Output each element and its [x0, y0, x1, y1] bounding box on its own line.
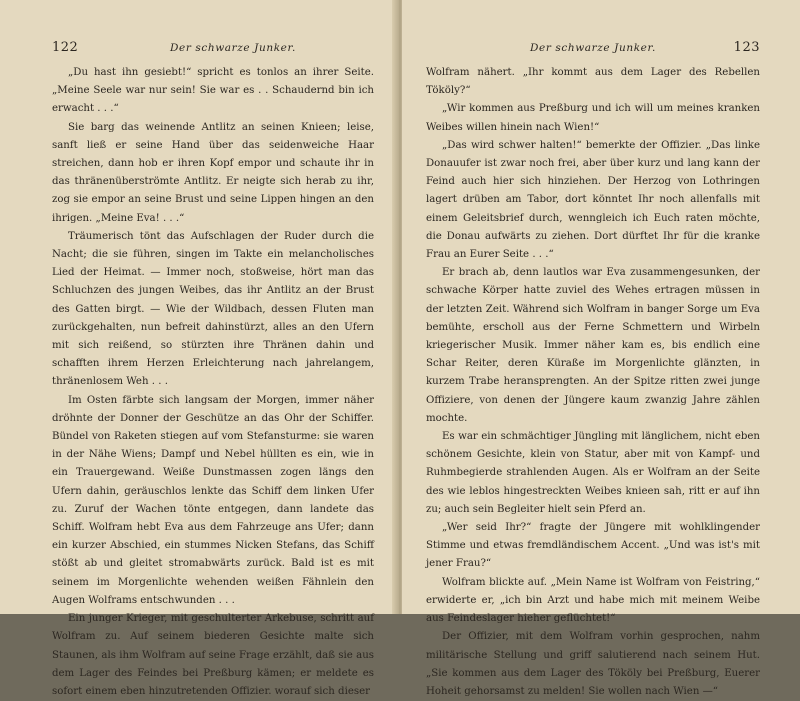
- paragraph: „Wer seid Ihr?“ fragte der Jüngere mit wohlklingender Stimme und etwas fremdländischem Accent. „Und was ist's mit jener Frau?“: [426, 522, 760, 570]
- paragraph: „Wir kommen aus Preßburg und ich will um meines kranken Weibes willen hinein nach Wien!“: [426, 103, 760, 133]
- paragraph: Es war ein schmächtiger Jüngling mit länglichem, nicht eben schönem Gesichte, klein von Statur, aber mit von Kampf- und Ruhmbegierde strahlenden Augen. Als er Wolfram an der Seite des wie leblos hingestreckten Weibes knieen sah, ritt er auf ihn zu; auch sein Begleiter hielt sein Pferd an.: [426, 431, 760, 515]
- paragraph: „Das wird schwer halten!“ bemerkte der Offizier. „Das linke Donauufer ist zwar noch frei, aber über kurz und lang kann der Feind auch hier sich hinziehen. Der Herzog von Lothringen lagert drüben am Tabor, dort könntet Ihr noch allenfalls mit einem Geleitsbrief durch, wenngleich ich Euch raten möchte, die Donau aufwärts zu ziehen. Dort dürftet Ihr für die kranke Frau an Eurer Seite . . .“: [426, 139, 760, 261]
- right-page-header: [426, 40, 760, 58]
- running-head: Der schwarze Junker.: [530, 42, 656, 54]
- left-page-body: [52, 64, 374, 701]
- paragraph: Wolfram blickte auf. „Mein Name ist Wolfram von Feistring,“ erwiderte er, „ich bin Arzt und habe mich mit meinem Weibe aus Feindeslager hieher geflüchtet!“: [426, 576, 760, 625]
- paragraph: „Du hast ihn gesiebt!“ spricht es tonlos an ihrer Seite. „Meine Seele war nur sein! Sie war es . . Schaudernd bin ich erwacht . . .“: [52, 67, 374, 115]
- page-number: 123: [733, 40, 760, 55]
- left-page: [0, 0, 398, 697]
- paragraph: Ein junger Krieger, mit geschulterter Arkebuse, schritt auf Wolfram zu. Auf seinem biederen Gesichte malte sich Staunen, als ihm Wolfram auf seine Frage erzählt, daß sie aus dem Lager des Feindes bei Preßburg kämen; er meldete es sofort einem eben hinzutretenden Offizier. worauf sich dieser: [52, 613, 374, 697]
- paragraph: Er brach ab, denn lautlos war Eva zusammengesunken, der schwache Körper hatte zuviel des Wehes ertragen müssen in der letzten Zeit. Während sich Wolfram in banger Sorge um Eva bemühte, erscholl aus der Ferne Schmettern und Wirbeln kriegerischer Musik. Immer näher kam es, bis endlich eine Schar Reiter, deren Küraße im Morgenlichte glänzten, in kurzem Trabe heransprengten. An der Spitze ritten zwei junge Offiziere, von denen der Jüngere kaum zwanzig Jahre zählen mochte.: [426, 267, 760, 424]
- page-number: 122: [52, 40, 79, 55]
- paragraph: Sie barg das weinende Antlitz an seinen Knieen; leise, sanft ließ er seine Hand über das seidenweiche Haar streichen, dann hob er ihren Kopf empor und schaute ihr in das thränenüberströmte Antlitz. Er neigte sich herab zu ihr, zog sie empor an seine Brust und seine Lippen hingen an den ihrigen. „Meine Eva! . . .“: [52, 121, 374, 224]
- left-page-header: [52, 40, 374, 58]
- paragraph: Im Osten färbte sich langsam der Morgen, immer näher dröhnte der Donner der Geschütze an das Ohr der Schiffer. Bündel von Raketen stiegen auf vom Stefansturme: sie waren in der Nähe Wiens; Dampf und Nebel hüllten es ein, wie in ein Trauergewand. Weiße Dunstmassen zogen längs den Ufern dahin, geräuschlos lenkte das Schiff dem linken Ufer zu. Zuruf der Wachen tönte entgegen, dann landete das Schiff. Wolfram hebt Eva aus dem Fahrzeuge ans Ufer; dann ein kurzer Abschied, ein stummes Nicken Stefans, das Schiff stößt ab und gleitet stromabwärts zurück. Bald ist es mit seinem im Morgenlichte wehenden weißen Fähnlein den Augen Wolframs entschwunden . . .: [52, 394, 374, 606]
- right-page: [402, 0, 800, 697]
- right-page-body: [426, 64, 760, 701]
- running-head: Der schwarze Junker.: [170, 42, 296, 54]
- paragraph: Wolfram nähert. „Ihr kommt aus dem Lager des Rebellen Tököly?“: [426, 67, 760, 97]
- paragraph: Der Offizier, mit dem Wolfram vorhin gesprochen, nahm militärische Stellung und griff salutierend nach seinem Hut. „Sie kommen aus dem Lager des Tököly bei Preßburg, Euerer Hoheit gehorsamst zu melden! Sie wollen nach Wien —“: [426, 631, 760, 697]
- paragraph: Träumerisch tönt das Aufschlagen der Ruder durch die Nacht; die sie führen, singen im Takte ein melancholisches Lied der Heimat. — Immer noch, stoßweise, hört man das Schluchzen des jungen Weibes, das ihr Antlitz an der Brust des Gatten birgt. — Wie der Wildbach, dessen Fluten man zurückgehalten, nun befreit dahinstürzt, alles an den Ufern mit sich reißend, so stürzten ihre Thränen dahin und schafften ihrem Herzen Erleichterung nach jahrelangem, thränenlosem Weh . . .: [52, 230, 374, 388]
